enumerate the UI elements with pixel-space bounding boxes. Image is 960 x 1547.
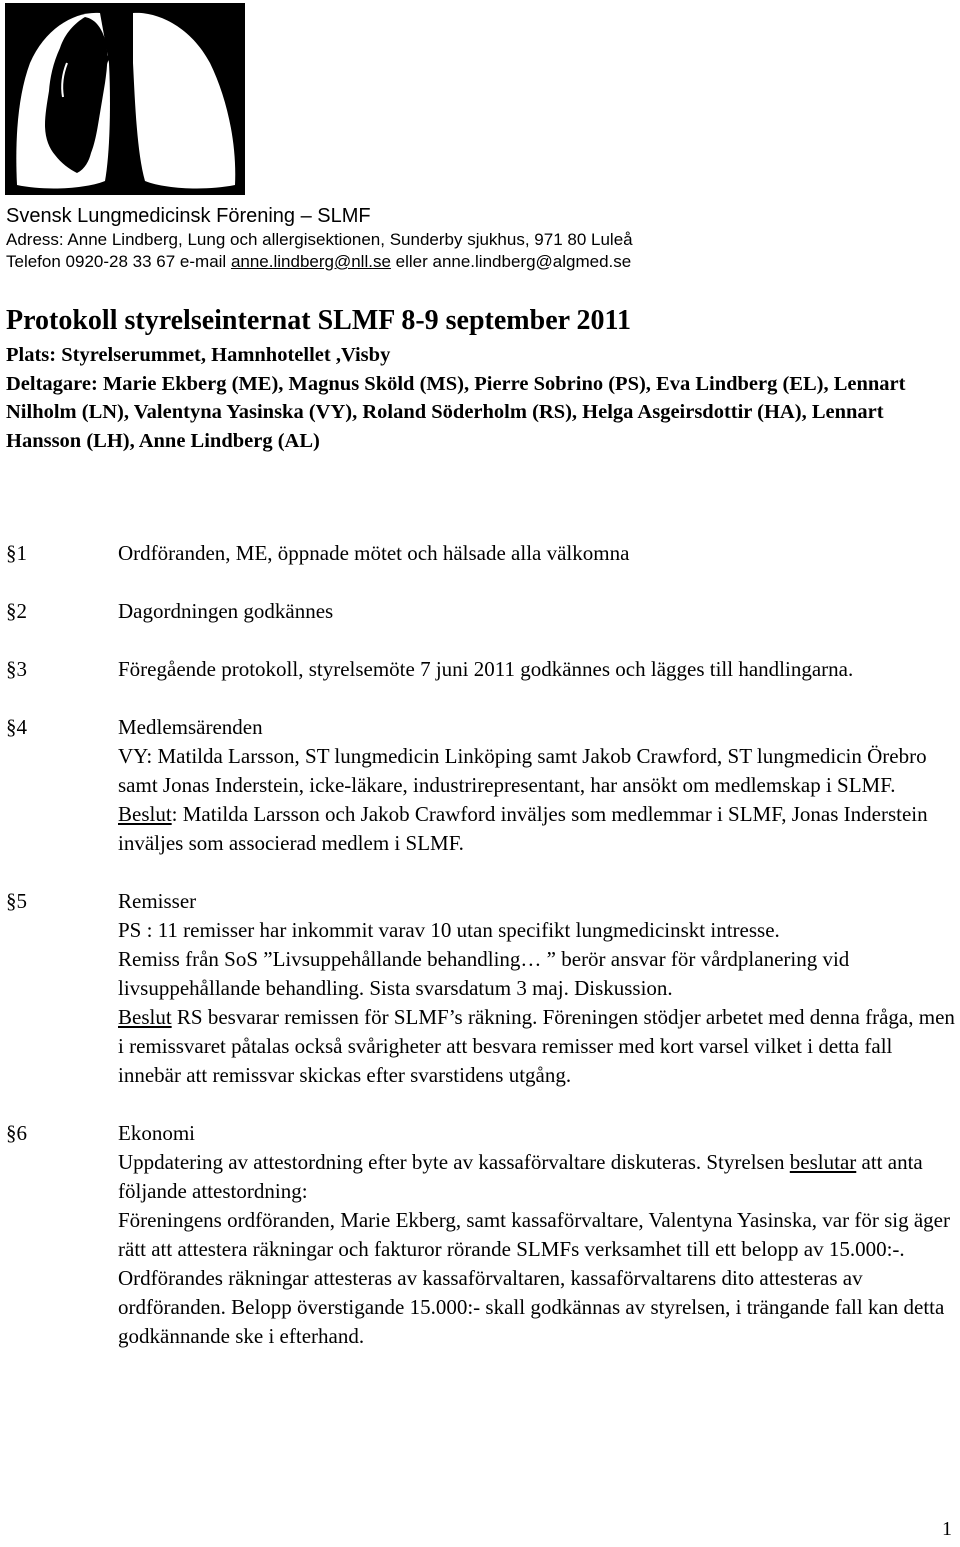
letterhead: [6, 203, 946, 273]
item-body: [118, 1119, 956, 1351]
paragraph-text: att anta följande attestordning:: [118, 1150, 923, 1203]
phone-text: Telefon 0920-28 33 67 e-mail: [6, 252, 231, 271]
item-decision: [118, 1003, 956, 1090]
slmf-logo-icon: [5, 3, 245, 195]
decision-label: Beslut: [118, 802, 172, 826]
item-heading: Remisser: [118, 889, 197, 913]
item-heading: Medlemsärenden: [118, 715, 263, 739]
item-decision: [118, 800, 956, 858]
contact-line: [6, 251, 946, 273]
item-body: [118, 713, 956, 858]
item-number: §5: [6, 889, 27, 913]
organization-name: Svensk Lungmedicinsk Förening – SLMF: [6, 205, 371, 227]
address-line: Adress: Anne Lindberg, Lung och allergisektionen, Sunderby sjukhus, 971 80 Luleå: [6, 230, 633, 249]
agenda-item-2: [6, 597, 956, 626]
agenda-items: [6, 539, 956, 1351]
item-number: §4: [6, 715, 27, 739]
decision-text: : Matilda Larsson och Jakob Crawford inväljes som medlemmar i SLMF, Jonas Inderstein inväljes som associerad medlem i SLMF.: [118, 802, 928, 855]
agenda-item-4: [6, 713, 956, 858]
meeting-place: Plats: Styrelserummet, Hamnhotellet ,Visby: [6, 344, 391, 366]
item-paragraph: Remiss från SoS ”Livsuppehållande behandling… ” berör ansvar för vårdplanering vid livsuppehållande behandling. Sista svarsdatum 3 maj. Diskussion.: [118, 947, 850, 1000]
item-number: §3: [6, 657, 27, 681]
agenda-item-1: [6, 539, 956, 568]
decision-label: beslutar: [789, 1150, 857, 1174]
agenda-item-3: [6, 655, 956, 684]
document-title: Protokoll styrelseinternat SLMF 8-9 september 2011: [6, 305, 631, 336]
item-text: Ordföranden, ME, öppnade mötet och hälsade alla välkomna: [118, 541, 630, 565]
item-paragraph: Föreningens ordföranden, Marie Ekberg, samt kassaförvaltare, Valentyna Yasinska, var för sig äger rätt att attestera räkningar och fakturor rörande SLMFs verksamhet till ett belopp av 15.000:-. Ordförandes räkningar attesteras av kassaförvaltaren, kassaförvaltarens dito attesteras av ordföranden. Belopp överstigande 15.000:- skall godkännas av styrelsen, i trängande fall kan detta godkännande ske i efterhand.: [118, 1208, 950, 1348]
participants: Deltagare: Marie Ekberg (ME), Magnus Sköld (MS), Pierre Sobrino (PS), Eva Lindberg (EL), Lennart Nilholm (LN), Valentyna Yasinska (VY), Roland Söderholm (RS), Helga Asgeirsdottir (HA), Lennart Hansson (LH), Anne Lindberg (AL): [6, 372, 906, 452]
item-number: §1: [6, 541, 27, 565]
page-number: 1: [942, 1518, 952, 1540]
item-paragraph: PS : 11 remisser har inkommit varav 10 utan specifikt lungmedicinskt intresse.: [118, 918, 780, 942]
meeting-meta: [6, 341, 951, 455]
agenda-item-6: [6, 1119, 956, 1351]
item-body: [118, 887, 956, 1090]
item-text: Dagordningen godkännes: [118, 599, 334, 623]
item-paragraph: [118, 1148, 956, 1206]
item-heading: Ekonomi: [118, 1121, 195, 1145]
alt-email-text: eller anne.lindberg@algmed.se: [390, 252, 632, 271]
item-text: Föregående protokoll, styrelsemöte 7 juni 2011 godkännes och lägges till handlingarna.: [118, 657, 854, 681]
item-number: §6: [6, 1121, 27, 1145]
agenda-item-5: [6, 887, 956, 1090]
decision-text: RS besvarar remissen för SLMF’s räkning. Föreningen stödjer arbetet med denna fråga, men i remissvaret påtalas också svårigheter att besvara remisser med kort varsel vilket i detta fall innebär att remissvar skickas efter svarstidens utgång.: [118, 1005, 955, 1087]
item-number: §2: [6, 599, 27, 623]
email-link[interactable]: anne.lindberg@nll.se: [230, 252, 391, 271]
decision-label: Beslut: [118, 1005, 172, 1029]
item-paragraph: VY: Matilda Larsson, ST lungmedicin Linköping samt Jakob Crawford, ST lungmedicin Örebro samt Jonas Inderstein, icke-läkare, industrirepresentant, har ansökt om medlemskap i SLMF.: [118, 744, 927, 797]
paragraph-text: Uppdatering av attestordning efter byte av kassaförvaltare diskuteras. Styrelsen: [118, 1150, 790, 1174]
